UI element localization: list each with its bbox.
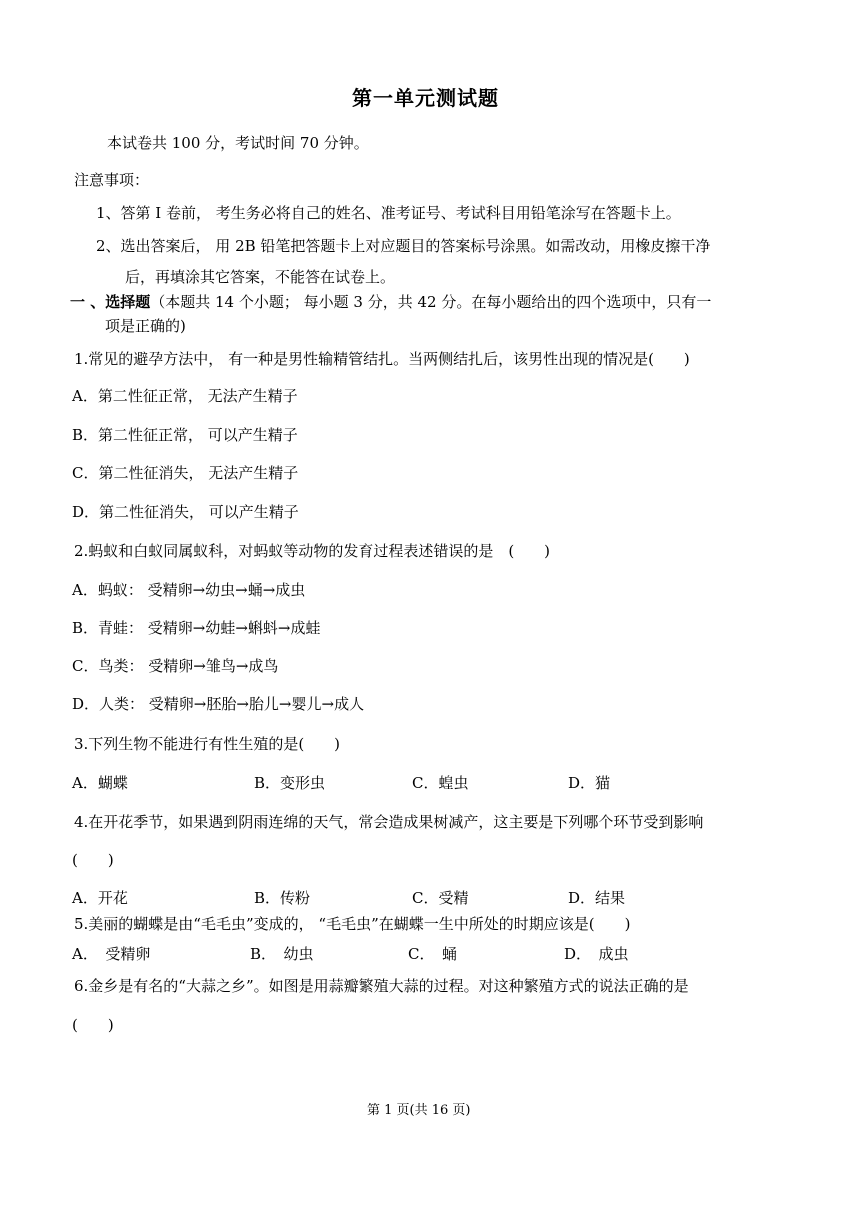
question-4-option-c: C．受精 [412, 889, 469, 907]
page-title: 第一单元测试题 [352, 86, 499, 110]
question-1-option-a: A．第二性征正常， 无法产生精子 [72, 387, 298, 405]
question-3-option-d: D．猫 [568, 774, 611, 792]
question-1-option-b: B．第二性征正常， 可以产生精子 [72, 426, 298, 444]
exam-intro: 本试卷共 100 分，考试时间 70 分钟。 [107, 134, 369, 152]
note-item-2: 2、选出答案后， 用 2B 铅笔把答题卡上对应题目的答案标号涂黑。如需改动，用橡皮擦干净 [96, 237, 711, 255]
question-6-stem: 6.金乡是有名的“大蒜之乡”。如图是用蒜瓣繁殖大蒜的过程。对这种繁殖方式的说法正确的是 [74, 977, 689, 995]
question-4-option-b: B．传粉 [254, 889, 311, 907]
page-footer: 第 1 页(共 16 页) [367, 1103, 471, 1118]
question-5-option-d: D． 成虫 [564, 945, 629, 963]
question-5-option-a: A． 受精卵 [72, 945, 151, 963]
section-heading [70, 292, 711, 312]
question-6-stem-cont: ( ) [72, 1016, 114, 1034]
question-3-option-b: B．变形虫 [254, 774, 326, 792]
note-item-2-cont: 后，再填涂其它答案，不能答在试卷上。 [125, 268, 396, 286]
question-1-option-d: D．第二性征消失， 可以产生精子 [72, 503, 299, 521]
question-4-option-a: A．开花 [72, 889, 128, 907]
question-1-stem: 1.常见的避孕方法中， 有一种是男性输精管结扎。当两侧结扎后，该男性出现的情况是( ) [74, 350, 690, 368]
question-4-option-d: D．结果 [568, 889, 626, 907]
notes-heading: 注意事项： [74, 171, 150, 189]
question-5-option-b: B． 幼虫 [250, 945, 314, 963]
question-2-option-c: C．鸟类： 受精卵→雏鸟→成鸟 [72, 657, 279, 675]
question-2-option-b: B．青蛙： 受精卵→幼蛙→蝌蚪→成蛙 [72, 619, 321, 637]
section-desc: （本题共 14 个小题； 每小题 3 分，共 42 分。在每小题给出的四个选项中，只有一 [150, 293, 712, 311]
question-3-option-c: C．蝗虫 [412, 774, 469, 792]
section-desc-cont: 项是正确的) [105, 317, 186, 335]
question-2-option-d: D．人类： 受精卵→胚胎→胎儿→婴儿→成人 [72, 695, 365, 713]
question-4-stem: 4.在开花季节，如果遇到阴雨连绵的天气，常会造成果树减产，这主要是下列哪个环节受到影响 [74, 813, 704, 831]
question-4-stem-cont: ( ) [72, 851, 114, 869]
question-5-stem: 5.美丽的蝴蝶是由“毛毛虫”变成的， “毛毛虫”在蝴蝶一生中所处的时期应该是( ) [74, 915, 631, 933]
question-2-stem: 2.蚂蚁和白蚁同属蚁科，对蚂蚁等动物的发育过程表述错误的是 ( ) [74, 542, 551, 560]
question-3-stem: 3.下列生物不能进行有性生殖的是( ) [74, 735, 341, 753]
section-label: 一 、选择题 [70, 293, 151, 311]
question-2-option-a: A．蚂蚁： 受精卵→幼虫→蛹→成虫 [72, 581, 306, 599]
note-item-1: 1、答第 Ⅰ 卷前， 考生务必将自己的姓名、准考证号、考试科目用铅笔涂写在答题卡上。 [96, 204, 681, 222]
question-1-option-c: C．第二性征消失， 无法产生精子 [72, 464, 299, 482]
question-5-option-c: C． 蛹 [408, 945, 457, 963]
question-3-option-a: A．蝴蝶 [72, 774, 128, 792]
